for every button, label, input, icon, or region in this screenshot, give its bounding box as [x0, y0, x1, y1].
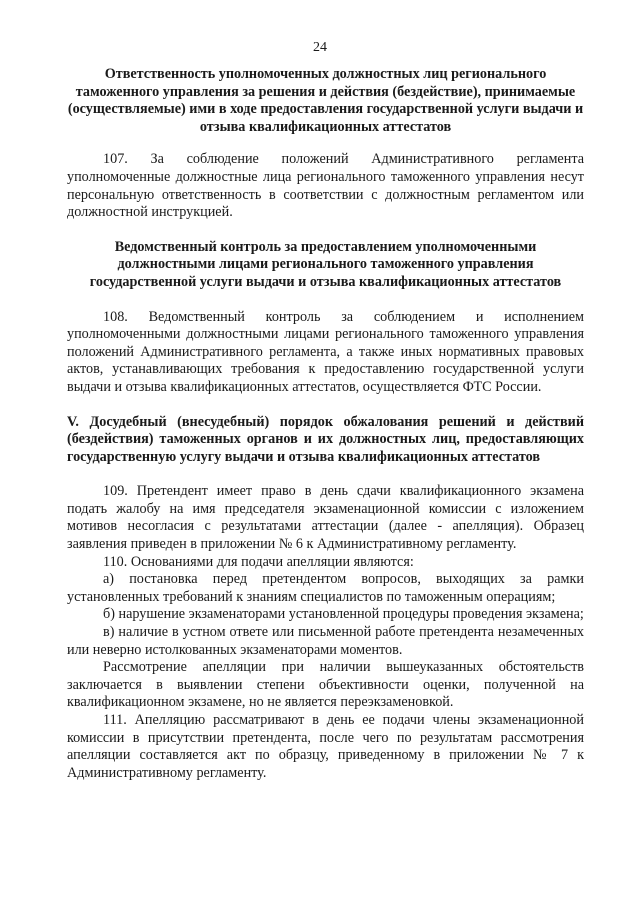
paragraph-110-c: в) наличие в устном ответе или письменной работе претендента незамеченных или неверно истолкованных экзаменаторами моментов. [67, 624, 584, 658]
page-content [67, 66, 584, 782]
paragraph-111: 111. Апелляцию рассматривают в день ее подачи члены экзаменационной комиссии в присутствии претендента, после чего по результатам рассмотрения апелляции составляется акт по образцу, приведенному в приложении № 7 к Административному регламенту. [67, 712, 584, 781]
paragraph-108: 108. Ведомственный контроль за соблюдением и исполнением уполномоченными должностными лицами регионального таможенного управления положений Административного регламента, а также иных нормативных правовых актов, устанавливающих требования к предоставлению государственной услуги выдачи и отзыва квалификационных аттестатов, осуществляется ФТС России. [67, 308, 584, 395]
paragraph-107: 107. За соблюдение положений Административного регламента уполномоченные должностные лица регионального таможенного управления несут персональную ответственность в соответствии с должностным регламентом или должностной инструкцией. [67, 151, 584, 221]
paragraph-110-a: а) постановка перед претендентом вопросов, выходящих за рамки установленных требований к знаниям специалистов по таможенным операциям; [67, 571, 584, 605]
paragraph-109: 109. Претендент имеет право в день сдачи квалификационного экзамена подать жалобу на имя председателя экзаменационной комиссии с изложением мотивов несогласия с результатами аттестации (далее - апелляция). Образец заявления приведен в приложении № 6 к Административному регламенту. [67, 483, 584, 553]
heading-pretrial-appeal: V. Досудебный (внесудебный) порядок обжалования решений и действий (бездействия) таможенных органов и их должностных лиц, предоставляющих государственную услугу выдачи и отзыва квалификационных аттестатов [67, 413, 584, 465]
paragraph-110-b: б) нарушение экзаменаторами установленной процедуры проведения экзамена; [103, 606, 584, 623]
paragraph-110-review: Рассмотрение апелляции при наличии вышеуказанных обстоятельств заключается в выявлении степени объективности оценки, полученной на квалификационном экзамене, но не является переэкзаменовкой. [67, 659, 584, 711]
heading-responsibility: Ответственность уполномоченных должностных лиц регионального таможенного управления за решения и действия (бездействие), принимаемые (осуществляемые) ими в ходе предоставления государственной услуги выдачи и отзыва квалификационных аттестатов [67, 66, 584, 135]
page-number: 24 [313, 40, 327, 55]
heading-departmental-control: Ведомственный контроль за предоставлением уполномоченными должностными лицами регионального таможенного управления государственной услуги выдачи и отзыва квалификационных аттестатов [89, 238, 562, 290]
paragraph-110: 110. Основаниями для подачи апелляции являются: [103, 553, 414, 570]
